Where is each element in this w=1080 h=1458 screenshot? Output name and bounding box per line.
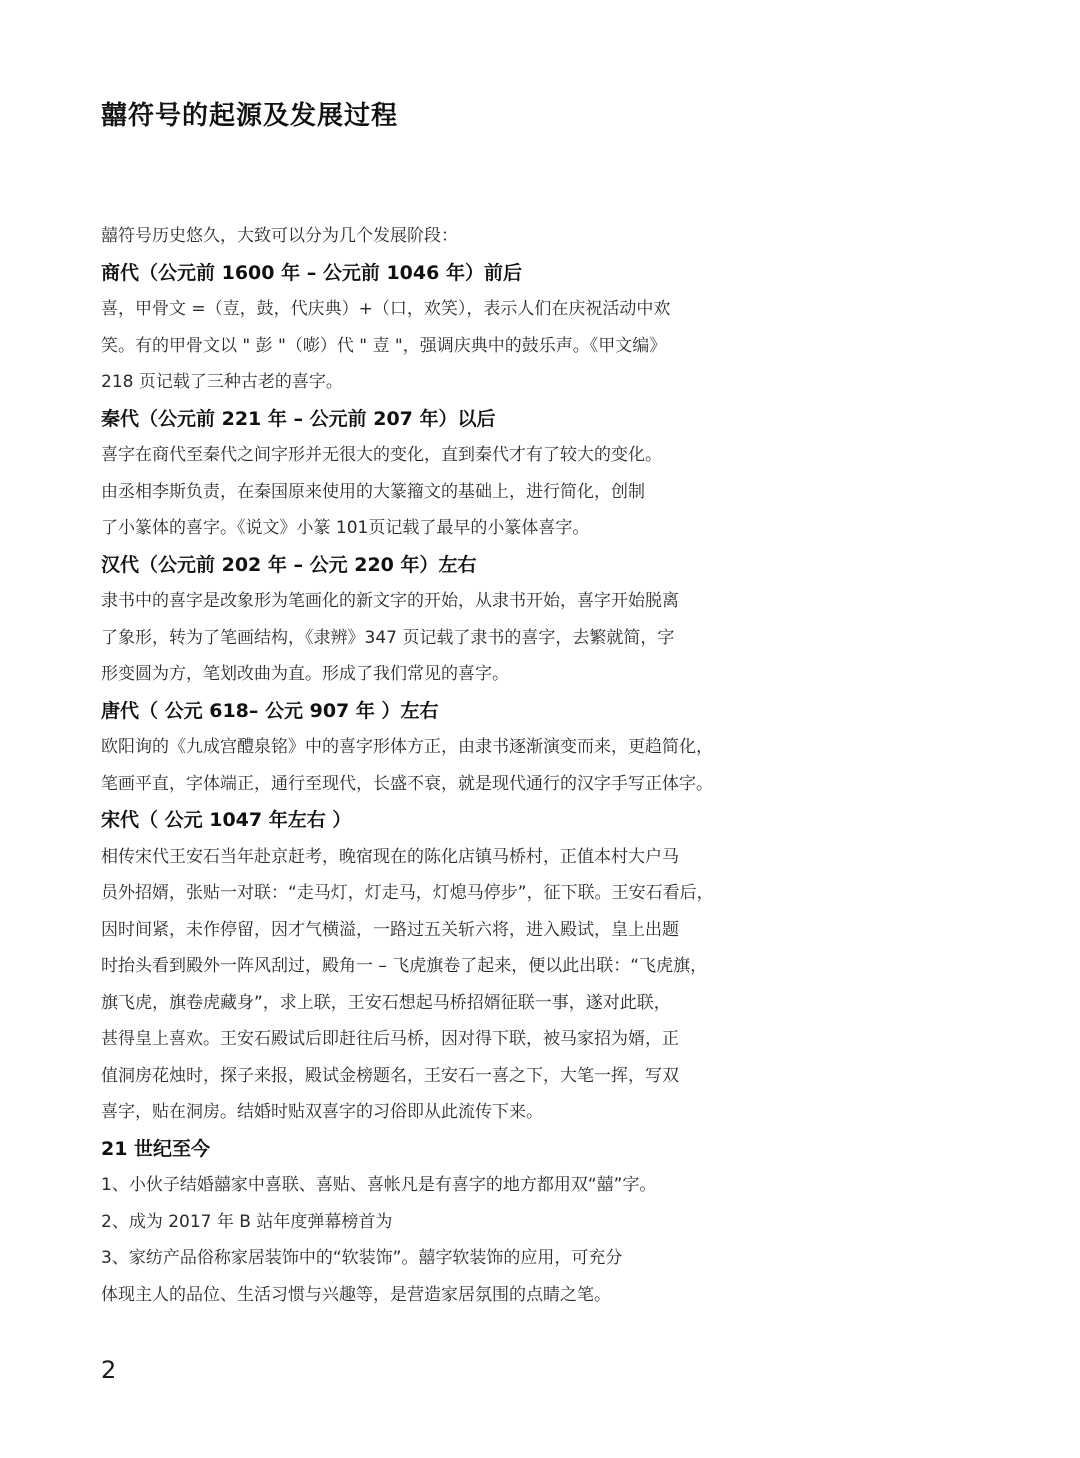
section-text-line: 3、家纺产品俗称家居装饰中的“软装饰”。囍字软装饰的应用，可充分 (101, 1248, 623, 1268)
section-text-line: 1、小伙子结婚囍家中喜联、喜贴、喜帐凡是有喜字的地方都用双“囍”字。 (101, 1175, 657, 1195)
section-text-line: 喜字，贴在洞房。结婚时贴双喜字的习俗即从此流传下来。 (101, 1102, 543, 1122)
article-body (101, 218, 741, 1313)
section-text-line: 了小篆体的喜字。《说文》小篆 101页记载了最早的小篆体喜字。 (101, 518, 590, 538)
section-text-line: 隶书中的喜字是改象形为笔画化的新文字的开始，从隶书开始，喜字开始脱离 (101, 591, 679, 611)
section-text-line: 喜字在商代至秦代之间字形并无很大的变化，直到秦代才有了较大的变化。 (101, 445, 662, 465)
section-heading: 21 世纪至今 (101, 1137, 211, 1160)
section-heading: 宋代（ 公元 1047 年左右 ） (101, 809, 352, 831)
section-heading: 商代（公元前 1600 年 – 公元前 1046 年）前后 (101, 261, 522, 284)
section-text-line: 值洞房花烛时，探子来报，殿试金榜题名，王安石一喜之下，大笔一挥，写双 (101, 1065, 679, 1086)
section-text-line: 员外招婿，张贴一对联：“走马灯，灯走马，灯熄马停步”，征下联。王安石看后， (101, 883, 714, 903)
section-song (101, 802, 741, 1131)
section-heading: 秦代（公元前 221 年 – 公元前 207 年）以后 (101, 407, 496, 430)
section-text-line: 欧阳询的《九成宫醴泉铭》中的喜字形体方正，由隶书逐渐演变而来，更趋简化， (101, 737, 713, 757)
section-text-line: 甚得皇上喜欢。王安石殿试后即赶往后马桥，因对得下联，被马家招为婿，正 (101, 1029, 679, 1049)
section-text-line: 旗飞虎，旗卷虎藏身”，求上联，王安石想起马桥招婿征联一事，遂对此联， (101, 992, 671, 1013)
section-text-line: 形变圆为方，笔划改曲为直。形成了我们常见的喜字。 (101, 664, 509, 684)
section-text-line: 因时间紧，未作停留，因才气横溢，一路过五关斩六将，进入殿试，皇上出题 (101, 919, 679, 940)
section-shang (101, 255, 741, 401)
section-han (101, 547, 741, 693)
section-text-line: 218 页记载了三种古老的喜字。 (101, 372, 343, 392)
section-text-line: 由丞相李斯负责，在秦国原来使用的大篆籀文的基础上，进行简化，创制 (101, 481, 645, 502)
section-21st-century (101, 1131, 741, 1314)
page-title: 囍符号的起源及发展过程 (101, 101, 399, 131)
section-text-line: 体现主人的品位、生活习惯与兴趣等，是营造家居氛围的点睛之笔。 (101, 1284, 611, 1305)
section-text-line: 笑。有的甲骨文以 " 彭 "（嘭）代 " 壴 "，强调庆典中的鼓乐声。《甲文编》 (101, 335, 667, 356)
intro-paragraph: 囍符号历史悠久，大致可以分为几个发展阶段： (101, 226, 458, 246)
section-heading: 唐代（ 公元 618– 公元 907 年 ）左右 (101, 699, 439, 722)
section-text-line: 2、成为 2017 年 B 站年度弹幕榜首为 (101, 1211, 393, 1232)
section-heading: 汉代（公元前 202 年 – 公元 220 年）左右 (101, 553, 477, 576)
section-text-line: 笔画平直，字体端正，通行至现代，长盛不衰，就是现代通行的汉字手写正体字。 (101, 773, 713, 794)
page-number: 2 (101, 1356, 117, 1384)
section-text-line: 喜，甲骨文 =（壴，鼓，代庆典）+（口，欢笑），表示人们在庆祝活动中欢 (101, 299, 671, 319)
section-text-line: 时抬头看到殿外一阵风刮过，殿角一 – 飞虎旗卷了起来，便以此出联：“飞虎旗， (101, 956, 708, 976)
section-text-line: 相传宋代王安石当年赴京赶考，晚宿现在的陈化店镇马桥村，正值本村大户马 (101, 846, 679, 867)
section-text-line: 了象形，转为了笔画结构，《隶辨》347 页记载了隶书的喜字，去繁就简，字 (101, 627, 675, 648)
section-tang (101, 693, 741, 803)
section-qin (101, 401, 741, 547)
